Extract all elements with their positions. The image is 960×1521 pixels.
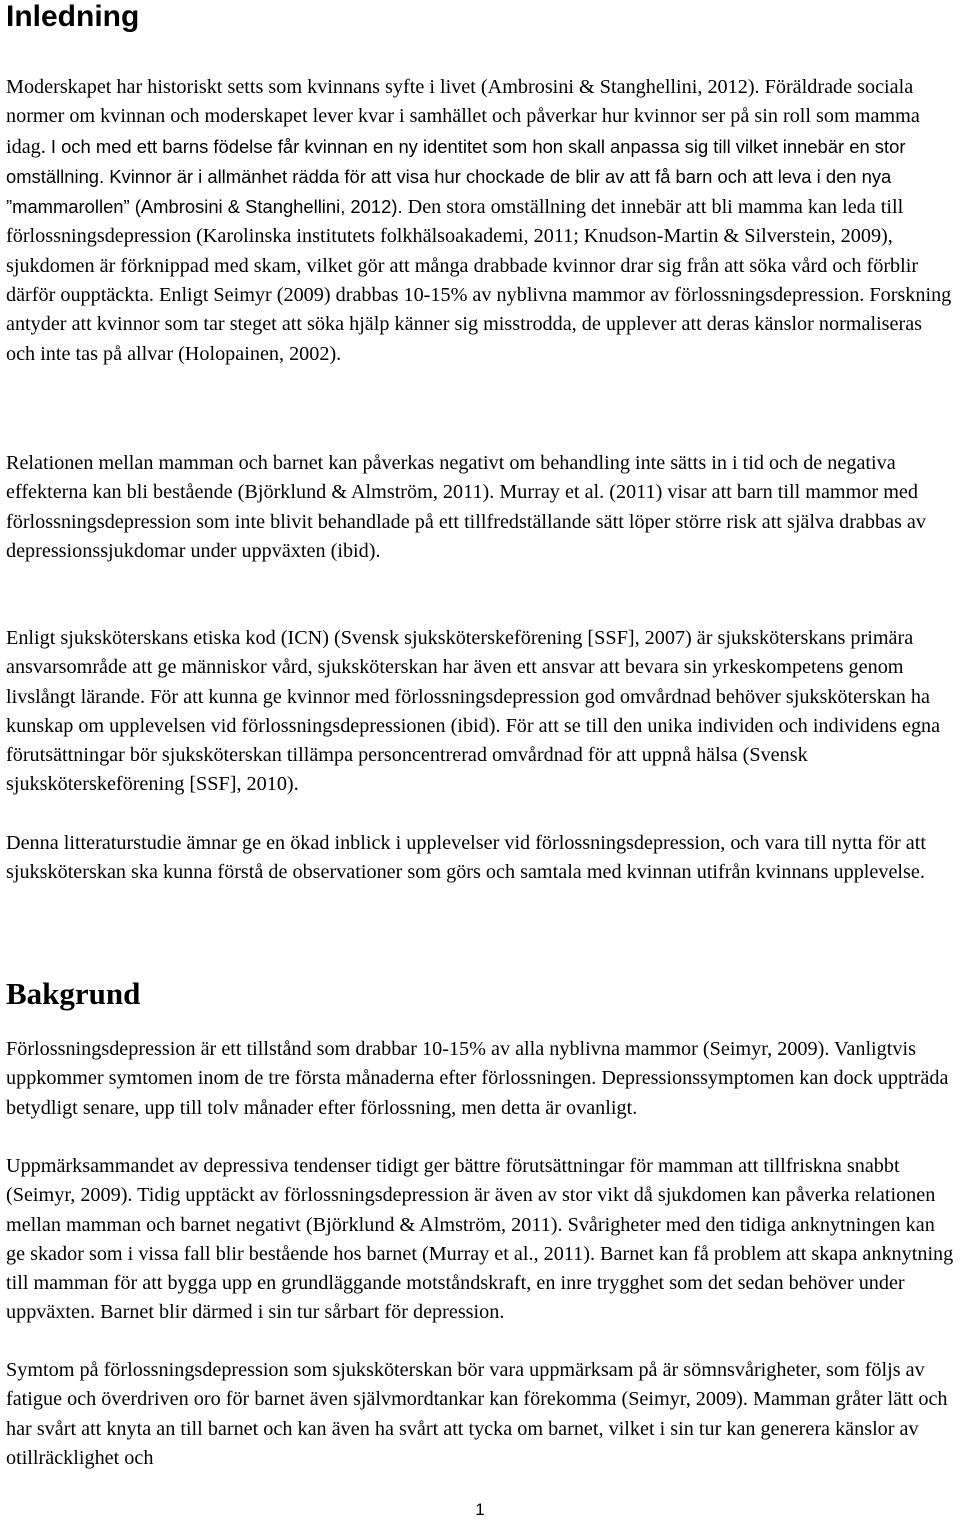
paragraph-background-3: Symtom på förlossningsdepression som sjuksköterskan bör vara uppmärksam på är sömnsvårigheter, som följs av fatigue och överdriven oro för barnet även självmordtankar kan förekomma (Seimyr, 2009). Mamman gråter lätt och har svårt att knyta an till barnet och kan även ha svårt att tycka om barnet, vilket i sin tur kan generera känslor av otillräcklighet och [6,1359,948,1469]
paragraph-intro-2: Relationen mellan mamman och barnet kan påverkas negativt om behandling inte sätts in i tid och de negativa effekterna kan bli bestående (Björklund & Almström, 2011). Murray et al. (2011) visar att barn till mammor med förlossningsdepression som inte blivit behandlade på ett tillfredställande sätt löper större risk att själva drabbas av depressionssjukdomar under uppväxten (ibid). [6,452,926,562]
paragraph-intro-3: Enligt sjuksköterskans etiska kod (ICN) (Svensk sjuksköterskeförening [SSF], 2007) är sjuksköterskans primära ansvarsområde att ge människor vård, sjuksköterskan har även ett ansvar att bevara sin yrkeskompetens genom livslångt lärande. För att kunna ge kvinnor med förlossningsdepression god omvårdnad behöver sjuksköterskan ha kunskap om upplevelsen vid förlossningsdepressionen (ibid). För att se till den unika individen och individens egna förutsättningar bör sjuksköterskan tillämpa personcentrerad omvårdnad för att uppnå hälsa (Svensk sjuksköterskeförening [SSF], 2010). [6,627,941,796]
paragraph-intro-1-part-a: Moderskapet har historiskt setts som kvinnans syfte i livet (Ambrosini & Stanghellini, 2012). Föräldrade sociala normer om kvinnan och moderskapet lever kvar i samhället och påverkar hur kvinnor ser på sin roll som mamma idag. [6,76,920,158]
heading-bakgrund: Bakgrund [6,976,141,1011]
paragraph-intro-4: Denna litteraturstudie ämnar ge en ökad inblick i upplevelser vid förlossningsdepression, och vara till nytta för att sjuksköterskan ska kunna förstå de observationer som görs och samtala med kvinnan utifrån kvinnans upplevelse. [6,832,926,884]
document-page [6,0,956,1469]
page-number: 1 [475,1500,485,1519]
paragraph-background-2: Uppmärksammandet av depressiva tendenser tidigt ger bättre förutsättningar för mamman att tillfriskna snabbt (Seimyr, 2009). Tidig upptäckt av förlossningsdepression är även av stor vikt då sjukdomen kan påverka relationen mellan mamman och barnet negativt (Björklund & Almström, 2011). Svårigheter med den tidiga anknytningen kan ge skador som i vissa fall blir bestående hos barnet (Murray et al., 2011). Barnet kan få problem att skapa anknytning till mamman för att bygga upp en grundläggande motståndskraft, en inre trygghet som det sedan behöver under uppväxten. Barnet blir därmed i sin tur sårbart för depression. [6,1155,954,1324]
paragraph-intro-1-part-b: I och med ett barns födelse får kvinnan en ny identitet som hon skall anpassa sig till vilket innebär en stor omställning. Kvinnor är i allmänhet rädda för att visa hur chockade de blir av att få barn och att leva i den nya ”mammarollen” (Ambrosini & Stanghellini, 2012). [6,135,906,218]
paragraph-background-1: Förlossningsdepression är ett tillstånd som drabbar 10-15% av alla nyblivna mammor (Seimyr, 2009). Vanligtvis uppkommer symtomen inom de tre första månaderna efter förlossningen. Depressionssymptomen kan dock uppträda betydligt senare, upp till tolv månader efter förlossning, men detta är ovanligt. [6,1038,949,1119]
heading-inledning: Inledning [6,0,140,33]
paragraph-intro-1-part-c: Den stora omställning det innebär att bli mamma kan leda till förlossningsdepression (Karolinska institutets folkhälsoakademi, 2011; Knudson-Martin & Silverstein, 2009), sjukdomen är förknippad med skam, vilket gör att många drabbade kvinnor drar sig från att söka vård och förblir därför oupptäckta. Enligt Seimyr (2009) drabbas 10-15% av nyblivna mammor av förlossningsdepression. Forskning antyder att kvinnor som tar steget att söka hjälp känner sig misstrodda, de upplever att deras känslor normaliseras och inte tas på allvar (Holopainen, 2002). [6,196,952,365]
paragraph-intro-1 [6,73,956,369]
